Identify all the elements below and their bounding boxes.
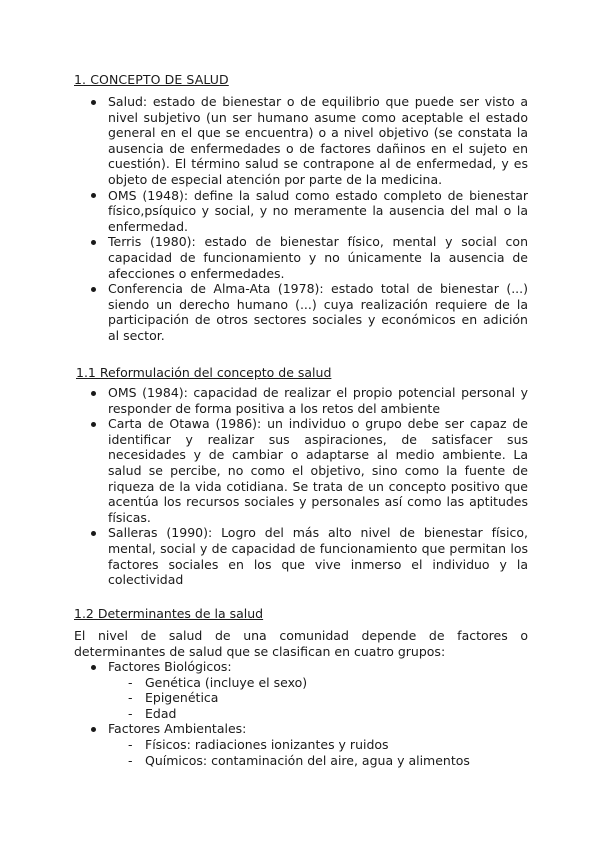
factor-sublist (108, 737, 528, 768)
section-title: 1. CONCEPTO DE SALUD (74, 72, 229, 87)
list-item: Conferencia de Alma-Ata (1978): estado total de bienestar (...) siendo un derecho humano (...) cuya realización requiere de la participación de otros sectores sociales y económicos en adición al sector. (108, 281, 528, 343)
list-item: OMS (1948): define la salud como estado completo de bienestar físico,psíquico y social, y no meramente la ausencia del mal o la enfermedad. (108, 187, 528, 234)
list-item: Terris (1980): estado de bienestar físico, mental y social con capacidad de funcionamiento y no únicamente la ausencia de afecciones o enfermedades. (108, 234, 528, 281)
sublist-item: - Epigenética (145, 690, 528, 706)
sublist-item: - Químicos: contaminación del aire, agua y alimentos (145, 753, 528, 769)
list-item: OMS (1984): capacidad de realizar el propio potencial personal y responder de forma positiva a los retos del ambiente (108, 385, 528, 416)
sublist-item: - Físicos: radiaciones ionizantes y ruidos (145, 737, 528, 753)
list-item: Salleras (1990): Logro del más alto nivel de bienestar físico, mental, social y de capacidad de funcionamiento que permitan los factores sociales en los que vive inmerso el individuo y la colectividad (108, 525, 528, 588)
health-concept-list (108, 94, 528, 344)
factor-group (108, 659, 528, 721)
factor-label: Factores Ambientales: (108, 721, 528, 737)
subsection-title: 1.2 Determinantes de la salud (74, 606, 264, 621)
list-item: Salud: estado de bienestar o de equilibrio que puede ser visto a nivel subjetivo (un ser humano asume como aceptable el estado general en el que se encuentra) o a nivel objetivo (se constata la ausencia de enfermedades o de factores dañinos en el sujeto en cuestión). El término salud se contrapone al de enfermedad, y es objeto de especial atención por parte de la medicina. (108, 94, 528, 187)
reformulation-list (108, 385, 528, 588)
factor-group (108, 721, 528, 768)
sublist-item: - Edad (145, 706, 528, 722)
factor-label: Factores Biológicos: (108, 659, 528, 675)
determinants-list (108, 659, 528, 768)
subsection-title: 1.1 Reformulación del concepto de salud (76, 365, 332, 380)
list-item: Carta de Otawa (1986): un individuo o grupo debe ser capaz de identificar y realizar sus aspiraciones, de satisfacer sus necesidades y de cambiar o adaptarse al medio ambiente. La salud se percibe, no como el objetivo, sino como la fuente de riqueza de la vida cotidiana. Se trata de un concepto positivo que acentúa los recursos sociales y personales así como las aptitudes físicas. (108, 416, 528, 525)
sublist-item: - Genética (incluye el sexo) (145, 675, 528, 691)
intro-paragraph: El nivel de salud de una comunidad depende de factores o determinantes de salud que se clasifican en cuatro grupos: (74, 628, 528, 659)
factor-sublist (108, 675, 528, 722)
